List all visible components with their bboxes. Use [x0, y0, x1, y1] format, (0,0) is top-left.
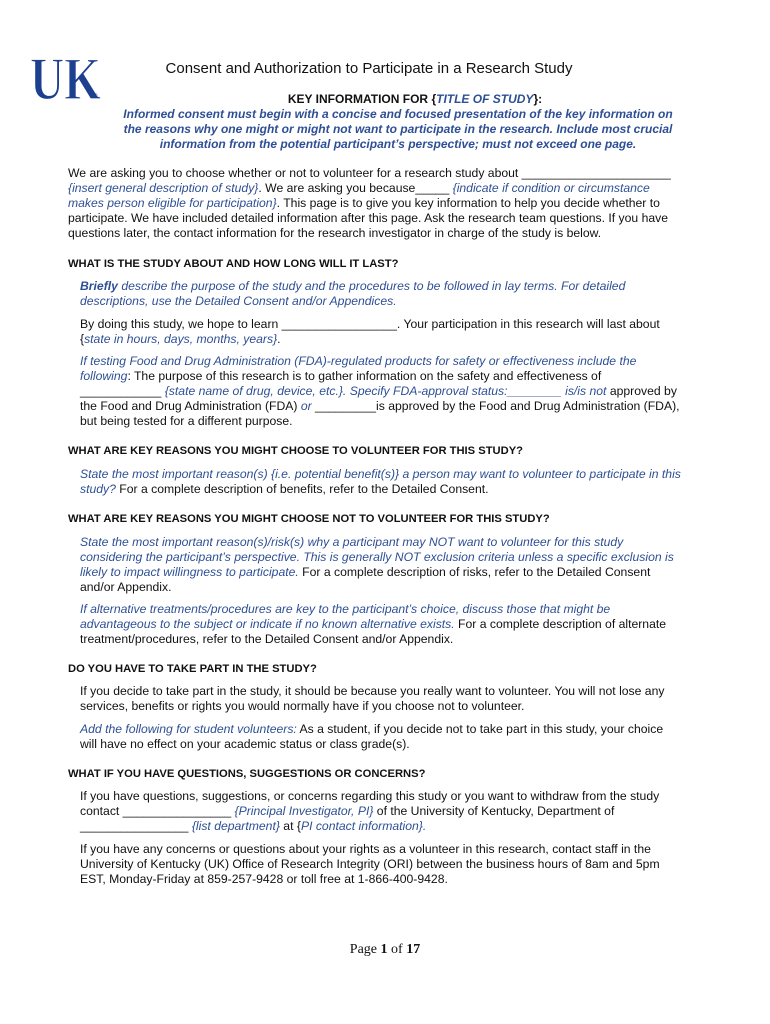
- section-heading: WHAT ARE KEY REASONS YOU MIGHT CHOOSE TO VOLUNTEER FOR THIS STUDY?: [68, 445, 523, 457]
- section-heading: DO YOU HAVE TO TAKE PART IN THE STUDY?: [68, 663, 317, 675]
- registered-mark: ®: [93, 94, 98, 100]
- section-heading: WHAT ARE KEY REASONS YOU MIGHT CHOOSE NOT TO VOLUNTEER FOR THIS STUDY?: [68, 513, 550, 525]
- section-heading: WHAT IS THE STUDY ABOUT AND HOW LONG WILL IT LAST?: [68, 258, 399, 270]
- document-title: Consent and Authorization to Participate in a Research Study: [165, 60, 573, 77]
- uk-logo-letters: UK: [30, 46, 102, 106]
- section-heading: WHAT IF YOU HAVE QUESTIONS, SUGGESTIONS OR CONCERNS?: [68, 768, 426, 780]
- key-information-heading: KEY INFORMATION FOR {TITLE OF STUDY}:: [287, 92, 543, 106]
- page-number: Page 1 of 17: [349, 942, 421, 957]
- instructions-block: Informed consent must begin with a concise and focused presentation of the key information on the reasons why one might or might not want to participate in the research. Include most crucial information from the potential participant’s perspective; must not exceed one page.: [123, 107, 673, 151]
